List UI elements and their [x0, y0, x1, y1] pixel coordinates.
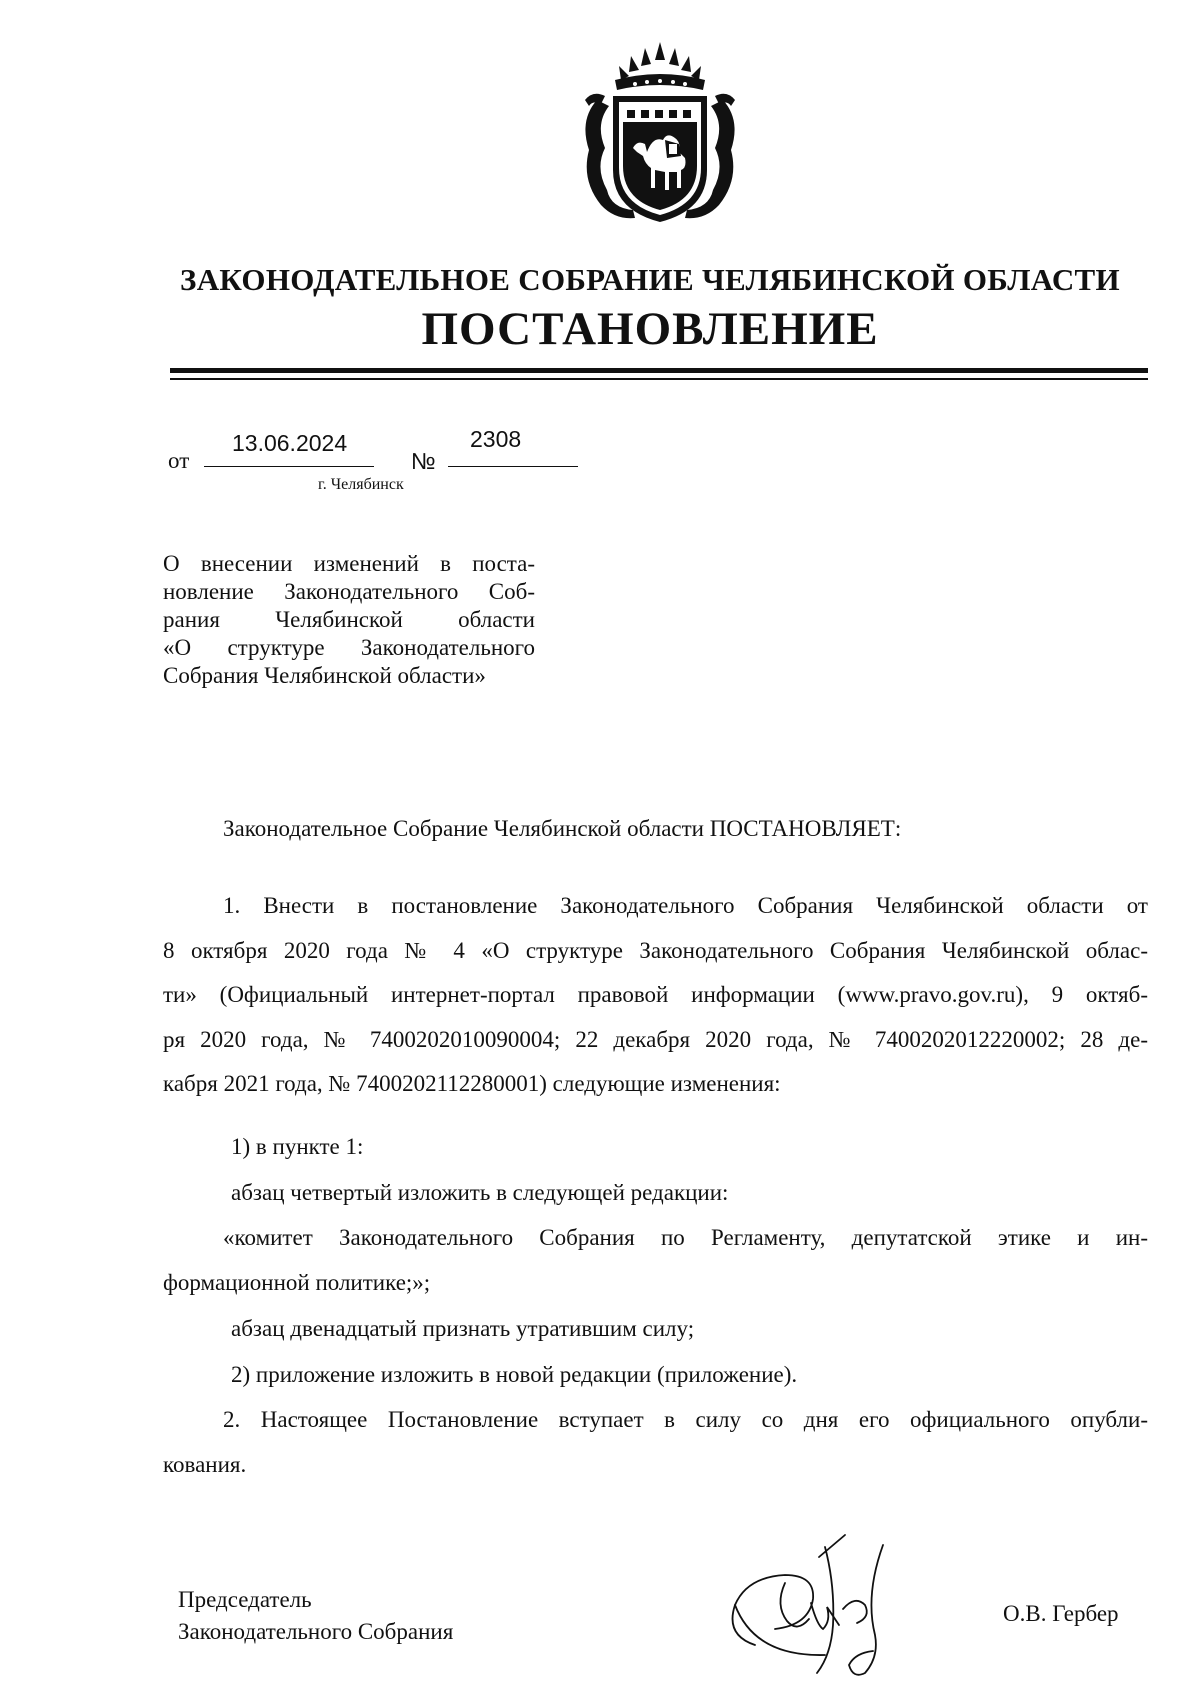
subject-line: новление Законодательного Соб-	[163, 579, 535, 604]
header-rule-thin	[170, 378, 1148, 380]
subject-line: О внесении изменений в поста-	[163, 551, 535, 576]
paragraph-line: «комитет Законодательного Собрания по Регламенту, депутатской этике и ин-	[223, 1225, 1148, 1250]
paragraph-line: 1. Внести в постановление Законодательного Собрания Челябинской области от	[223, 893, 1148, 918]
header-rule-thick	[170, 368, 1148, 373]
document-date: 13.06.2024	[232, 430, 348, 456]
date-field	[204, 430, 374, 467]
document-number: 2308	[470, 426, 522, 452]
paragraph-line: 2. Настоящее Постановление вступает в силу со дня его официального опубли-	[223, 1407, 1148, 1432]
number-field	[448, 426, 578, 467]
organization-name: ЗАКОНОДАТЕЛЬНОЕ СОБРАНИЕ ЧЕЛЯБИНСКОЙ ОБЛАСТИ	[180, 262, 1120, 297]
item-2-paragraph	[163, 1398, 1148, 1487]
subitem-2: 2) приложение изложить в новой редакции (приложение).	[231, 1362, 798, 1387]
signer-name: О.В. Гербер	[1003, 1601, 1119, 1626]
paragraph-line: ти» (Официальный интернет-портал правовой информации (www.pravo.gov.ru), 9 октяб-	[163, 982, 1148, 1007]
date-prefix: от	[168, 448, 190, 473]
subitem-1a: абзац четвертый изложить в следующей редакции:	[231, 1180, 729, 1205]
subject-line: рания Челябинской области	[163, 607, 535, 632]
document-type-title: ПОСТАНОВЛЕНИЕ	[421, 303, 879, 355]
subitem-1: 1) в пункте 1:	[231, 1134, 364, 1159]
paragraph-line: кабря 2021 года, № 7400202112280001) следующие изменения:	[163, 1071, 781, 1096]
document-subject	[163, 550, 535, 690]
item-1-paragraph	[163, 884, 1148, 1107]
resolves-line: Законодательное Собрание Челябинской области ПОСТАНОВЛЯЕТ:	[223, 816, 902, 841]
handwritten-signature-icon	[715, 1525, 945, 1680]
subitem-1b: абзац двенадцатый признать утратившим силу;	[231, 1316, 695, 1341]
subject-line: Собрания Челябинской области»	[163, 663, 486, 688]
signer-title-line: Председатель	[178, 1587, 312, 1612]
paragraph-line: формационной политике;»;	[163, 1269, 431, 1295]
paragraph-line: кования.	[163, 1451, 247, 1477]
signer-title	[178, 1584, 453, 1648]
paragraph-line: ря 2020 года, № 7400202010090004; 22 декабря 2020 года, № 7400202012220002; 28 де-	[163, 1026, 1148, 1052]
number-sign: №	[411, 448, 436, 474]
quote-paragraph	[163, 1216, 1148, 1305]
signer-title-line: Законодательного Собрания	[178, 1619, 454, 1644]
paragraph-line: 8 октября 2020 года № 4 «О структуре Законодательного Собрания Челябинской облас-	[163, 937, 1148, 963]
document-city: г. Челябинск	[318, 476, 404, 493]
date-number-row	[168, 426, 628, 474]
chelyabinsk-coat-of-arms-icon	[575, 40, 745, 235]
subject-line: «О структуре Законодательного	[163, 635, 535, 660]
